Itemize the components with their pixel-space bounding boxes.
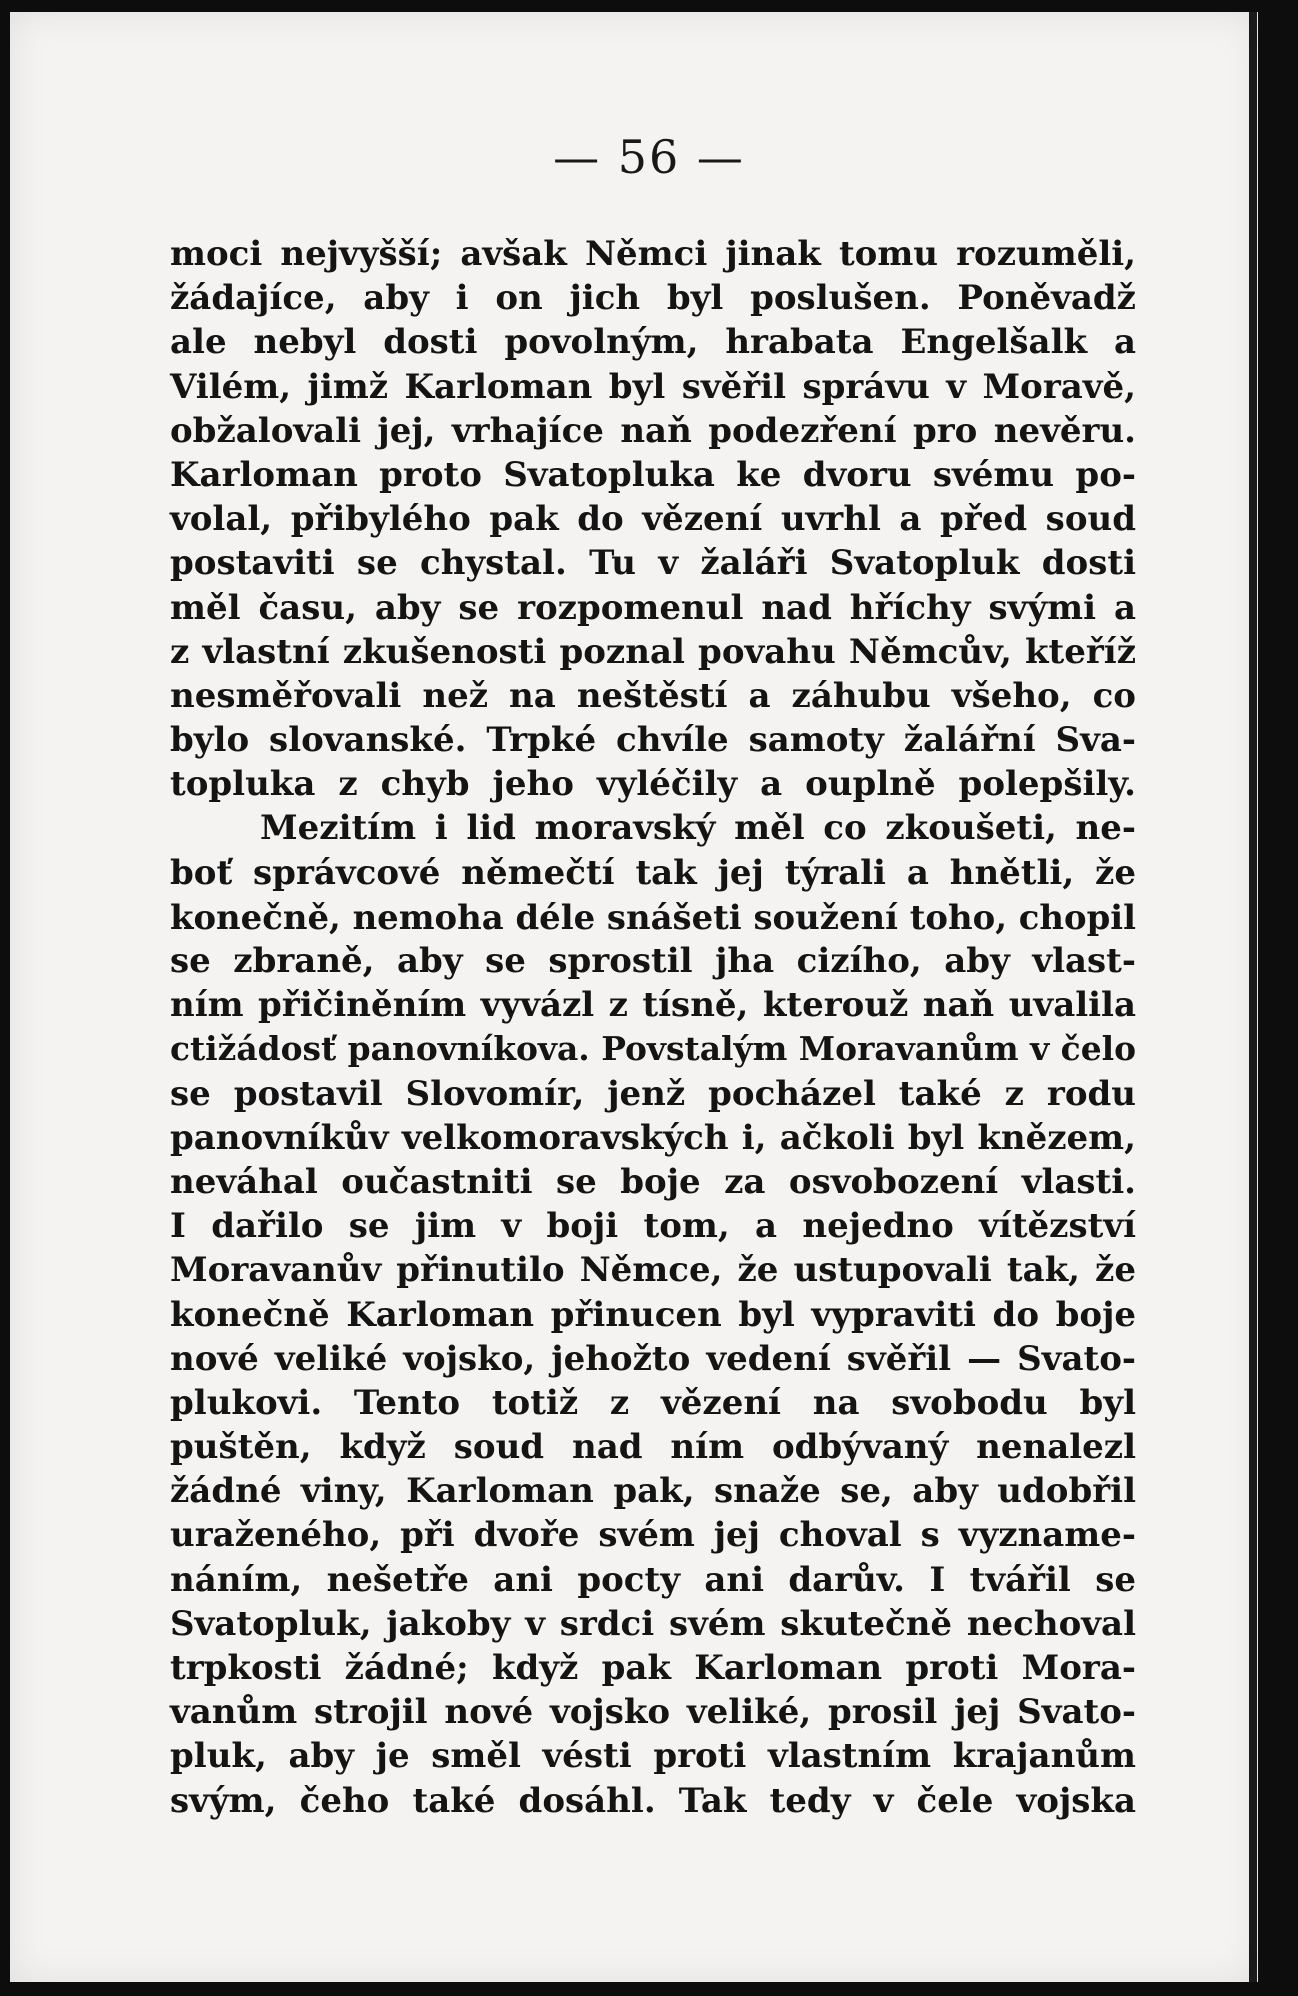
text-line: svým, čeho také dosáhl. Tak tedy v čele vojska: [170, 1780, 1136, 1821]
body-text: [170, 232, 1136, 1823]
text-line: I dařilo se jim v boji tom, a nejedno vítězství: [170, 1206, 1136, 1247]
text-line: neváhal oučastniti se boje za osvobození vlasti.: [170, 1161, 1136, 1202]
text-line: žádné viny, Karloman pak, snaže se, aby udobřil: [170, 1471, 1136, 1512]
text-line: konečně, nemoha déle snášeti soužení toho, chopil: [170, 896, 1136, 937]
text-line: měl času, aby se rozpomenul nad hříchy svými a: [170, 587, 1136, 628]
text-line: nesměřovali než na neštěstí a záhubu všeho, co: [170, 675, 1136, 716]
text-line: plukovi. Tento totiž z vězení na svobodu byl: [170, 1382, 1136, 1423]
text-line: obžalovali jej, vrhajíce naň podezření pro nevěru.: [170, 410, 1136, 451]
text-line: Moravanův přinutilo Němce, že ustupovali tak, že: [170, 1250, 1136, 1291]
text-line: bylo slovanské. Trpké chvíle samoty žalářní Sva-: [170, 720, 1136, 761]
text-line: se postavil Slovomír, jenž pocházel také z rodu: [170, 1073, 1136, 1114]
text-line: Svatopluk, jakoby v srdci svém skutečně nechoval: [170, 1603, 1136, 1644]
text-line: nové veliké vojsko, jehožto vedení svěřil — Svato-: [170, 1338, 1136, 1379]
text-line: žádajíce, aby i on jich byl poslušen. Poněvadž: [170, 278, 1136, 319]
text-line: postaviti se chystal. Tu v žaláři Svatopluk dosti: [170, 543, 1136, 584]
text-line: konečně Karloman přinucen byl vypraviti do boje: [170, 1294, 1136, 1335]
text-line: puštěn, když soud nad ním odbývaný nenalezl: [170, 1427, 1136, 1468]
text-line: topluka z chyb jeho vyléčily a ouplně polepšily.: [170, 764, 1136, 805]
text-line: pluk, aby je směl vésti proti vlastním krajanům: [170, 1736, 1136, 1777]
text-line: vanům strojil nové vojsko veliké, prosil jej Svato-: [170, 1692, 1136, 1733]
text-line: z vlastní zkušenosti poznal povahu Němcův, kteříž: [170, 631, 1136, 672]
text-line: ale nebyl dosti povolným, hrabata Engelšalk a: [170, 322, 1136, 363]
paragraph-start-line: Mezitím i lid moravský měl co zkoušeti, ne-: [260, 808, 1136, 849]
text-line: Vilém, jimž Karloman byl svěřil správu v Moravě,: [170, 366, 1136, 407]
text-line: náním, nešetře ani pocty ani darův. I tvářil se: [170, 1559, 1136, 1600]
page-number: — 56 —: [553, 130, 745, 184]
text-line: ctižádosť panovníkova. Povstalým Moravanům v čelo: [170, 1029, 1136, 1069]
text-line: uraženého, při dvoře svém jej choval s vyzname-: [170, 1515, 1136, 1556]
text-line: volal, přibylého pak do vězení uvrhl a před soud: [170, 499, 1136, 540]
text-line: Karloman proto Svatopluka ke dvoru svému po-: [170, 454, 1136, 495]
text-line: trpkosti žádné; když pak Karloman proti Mora-: [170, 1648, 1136, 1688]
page-edge-shadow: [1249, 12, 1257, 1982]
text-line: panovníkův velkomoravských i, ačkoli byl knězem,: [170, 1117, 1136, 1158]
text-line: ním přičiněním vyvázl z tísně, kterouž naň uvalila: [170, 985, 1136, 1026]
text-line: boť správcové němečtí tak jej týrali a hnětli, že: [170, 852, 1136, 893]
text-line: se zbraně, aby se sprostil jha cizího, aby vlast-: [170, 941, 1136, 981]
text-line: moci nejvyšší; avšak Němci jinak tomu rozuměli,: [170, 234, 1136, 274]
